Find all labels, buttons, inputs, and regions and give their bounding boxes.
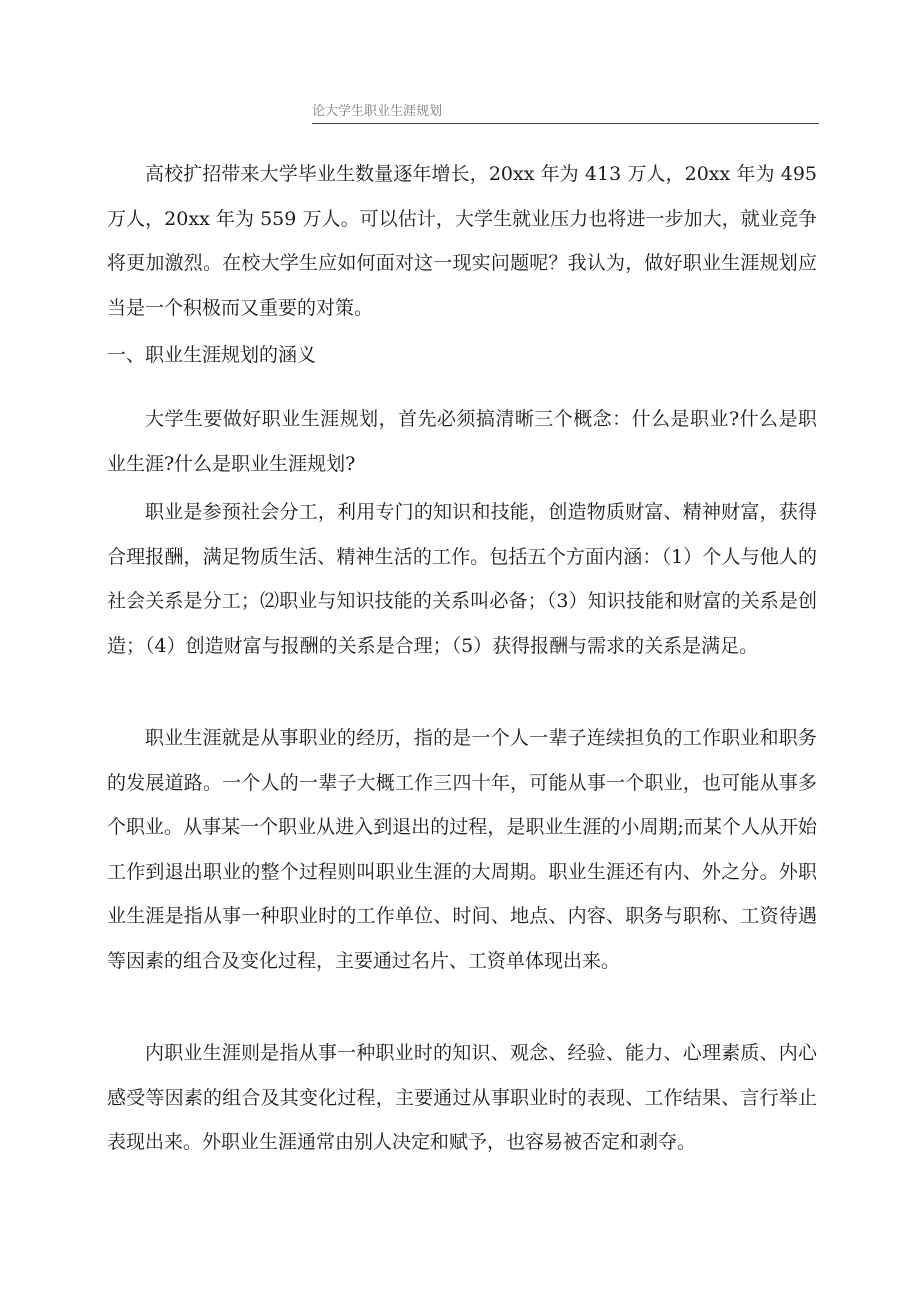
section-heading-1: 一、职业生涯规划的涵义 [107, 344, 317, 366]
page-header [312, 104, 819, 124]
paragraph-intro: 高校扩招带来大学毕业生数量逐年增长，20xx 年为 413 万人，20xx 年为 495 万人，20xx 年为 559 万人。可以估计，大学生就业压力也将进一步加大，就业竞争将更加激烈。在校大学生应如何面对这一现实问题呢？我认为，做好职业生涯规划应当是一个积极而又重要的对策。 [107, 163, 817, 319]
header-title: 论大学生职业生涯规划 [312, 104, 443, 119]
paragraph-three-concepts: 大学生要做好职业生涯规划，首先必须搞清晰三个概念：什么是职业?什么是职业生涯?什么是职业生涯规划? [107, 408, 817, 475]
paragraph-career-definition: 职业生涯就是从事职业的经历，指的是一个人一辈子连续担负的工作职业和职务的发展道路。一个人的一辈子大概工作三四十年，可能从事一个职业，也可能从事多个职业。从事某一个职业从进入到退出的过程，是职业生涯的小周期;而某个人从开始工作到退出职业的整个过程则叫职业生涯的大周期。职业生涯还有内、外之分。外职业生涯是指从事一种职业时的工作单位、时间、地点、内容、职务与职称、工资待遇等因素的组合及变化过程，主要通过名片、工资单体现出来。 [107, 727, 817, 972]
paragraph-inner-career: 内职业生涯则是指从事一种职业时的知识、观念、经验、能力、心理素质、内心感受等因素的组合及其变化过程，主要通过从事职业时的表现、工作结果、言行举止表现出来。外职业生涯通常由别人决定和赋予，也容易被否定和剥夺。 [107, 1042, 817, 1153]
paragraph-occupation-definition: 职业是参预社会分工，利用专门的知识和技能，创造物质财富、精神财富，获得合理报酬，满足物质生活、精神生活的工作。包括五个方面内涵：（1）个人与他人的社会关系是分工；⑵职业与知识技能的关系叫必备；（3）知识技能和财富的关系是创造；（4）创造财富与报酬的关系是合理；（5）获得报酬与需求的关系是满足。 [107, 501, 817, 657]
